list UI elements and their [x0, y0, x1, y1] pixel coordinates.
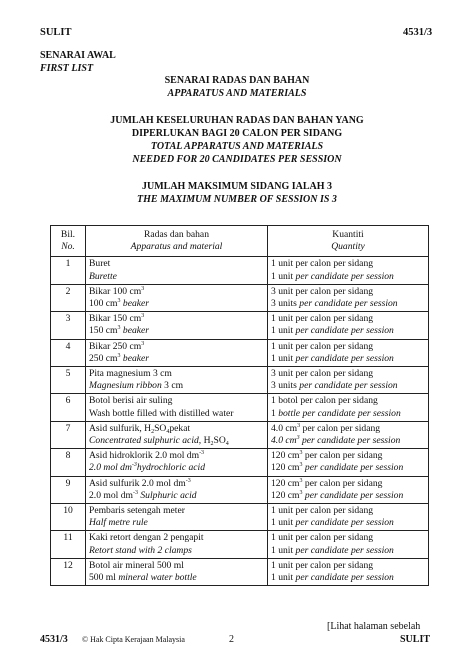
row-quantity	[268, 284, 429, 311]
item-ms-text: Bikar 250 cm	[89, 340, 142, 352]
item-en-name: beaker	[120, 325, 150, 337]
table-row	[51, 312, 429, 339]
row-quantity	[268, 476, 429, 503]
subscript: 2	[210, 441, 214, 448]
subscript: 4	[166, 428, 170, 435]
qty-ms	[271, 450, 425, 462]
item-ms	[89, 313, 264, 325]
max-session-ms: JUMLAH MAKSIMUM SIDANG IALAH 3	[142, 181, 332, 192]
superscript: 3	[117, 352, 121, 359]
table-row	[51, 558, 429, 585]
formula-part: H	[201, 435, 211, 447]
qty-en-number: 1	[271, 407, 279, 419]
item-en	[89, 298, 264, 310]
qty-en-number: 1 unit	[271, 572, 296, 584]
footer-right: SULIT	[400, 634, 431, 645]
item-ms-text: Asid sulfurik, H	[89, 422, 152, 434]
item-ms-text: Bikar 150 cm	[89, 313, 142, 325]
total-title-en-1: TOTAL APPARATUS AND MATERIALS	[150, 141, 324, 152]
header-item-en: Apparatus and material	[130, 241, 223, 253]
item-en	[89, 353, 264, 365]
superscript: 3	[299, 489, 303, 496]
qty-en	[271, 298, 425, 310]
row-item	[86, 531, 268, 558]
item-ms: Pita magnesium 3 cm	[89, 368, 172, 380]
title-ms: SENARAI RADAS DAN BAHAN	[164, 75, 310, 86]
table-row	[51, 284, 429, 311]
item-en: Burette	[89, 270, 117, 282]
qty-ms-volume: 120 cm	[271, 477, 300, 489]
row-quantity	[268, 394, 429, 421]
item-en-volume: 150 cm	[89, 325, 118, 337]
row-quantity	[268, 558, 429, 585]
qty-ms-unit: per calon per sidang	[302, 477, 383, 489]
qty-ms: 1 unit per calon per sidang	[271, 505, 374, 517]
qty-ms: 3 unit per calon per sidang	[271, 368, 374, 380]
qty-ms: 1 unit per calon per sidang	[271, 532, 374, 544]
item-en-name: beaker	[120, 352, 150, 364]
row-quantity	[268, 504, 429, 531]
qty-en-unit: per candidate per session	[299, 298, 398, 310]
row-item	[86, 284, 268, 311]
item-ms	[89, 341, 264, 353]
qty-en	[271, 408, 425, 420]
qty-en-volume: 120 cm	[271, 462, 300, 474]
row-item	[86, 504, 268, 531]
superscript: 3	[299, 450, 303, 457]
continue-note: [Lihat halaman sebelah	[327, 621, 421, 632]
qty-en	[271, 271, 425, 283]
superscript: -3	[185, 477, 191, 484]
qty-en-unit: per candidate per session	[295, 325, 394, 337]
superscript: 3	[141, 340, 145, 347]
row-number: 5	[51, 367, 86, 394]
header-right: 4531/3	[403, 27, 433, 38]
row-quantity	[268, 449, 429, 476]
item-en	[89, 572, 264, 584]
formula-part: SO	[154, 422, 167, 434]
row-item	[86, 394, 268, 421]
superscript: 3	[299, 462, 303, 469]
item-en-conc: 2.0 mol dm	[89, 489, 133, 501]
total-title-en-2: NEEDED FOR 20 CANDIDATES PER SESSION	[132, 154, 342, 165]
qty-en	[271, 353, 425, 365]
superscript: 3	[141, 313, 145, 320]
qty-en-unit: per candidate per session	[299, 380, 398, 392]
total-title-ms-2: DIPERLUKAN BAGI 20 CALON PER SIDANG	[131, 128, 343, 139]
table-row	[51, 476, 429, 503]
item-en	[89, 435, 264, 447]
item-ms-suffix: pekat	[169, 422, 191, 434]
item-en: Retort stand with 2 clamps	[89, 544, 192, 556]
item-ms	[89, 478, 264, 490]
qty-ms: 3 unit per calon per sidang	[271, 285, 374, 297]
row-item	[86, 257, 268, 284]
item-ms-text: Asid hidroklorik 2.0 mol dm	[89, 450, 200, 462]
header-no-ms: Bil.	[60, 229, 76, 240]
header-qty-en: Quantity	[331, 241, 365, 253]
qty-ms-volume: 120 cm	[271, 450, 300, 462]
header-qty	[268, 226, 429, 257]
row-item	[86, 312, 268, 339]
qty-ms: 1 unit per calon per sidang	[271, 313, 374, 325]
superscript: 3	[297, 422, 301, 429]
item-ms: Kaki retort dengan 2 pengapit	[89, 532, 204, 544]
item-ms-text: Asid sulfurik 2.0 mol dm	[89, 477, 186, 489]
row-item	[86, 558, 268, 585]
header-item	[86, 226, 268, 257]
row-quantity	[268, 367, 429, 394]
qty-ms-unit: per calon per sidang	[302, 450, 383, 462]
item-en	[89, 490, 264, 502]
qty-en	[271, 545, 425, 557]
item-en-name: Magnesium ribbon	[89, 380, 162, 392]
table-row	[51, 531, 429, 558]
qty-ms	[271, 423, 425, 435]
row-number: 9	[51, 476, 86, 503]
row-number: 3	[51, 312, 86, 339]
superscript: 3	[117, 298, 121, 305]
qty-en	[271, 462, 425, 474]
qty-en	[271, 380, 425, 392]
header-no	[51, 226, 86, 257]
superscript: 3	[117, 325, 121, 332]
row-number: 7	[51, 421, 86, 448]
item-en	[89, 325, 264, 337]
formula-part: SO	[213, 435, 226, 447]
page-number: 2	[229, 634, 234, 645]
item-ms: Pembaris setengah meter	[89, 505, 185, 517]
qty-ms: 1 unit per calon per sidang	[271, 258, 374, 270]
item-en-name: Concentrated sulphuric acid,	[89, 435, 202, 447]
qty-ms: 1 unit per calon per sidang	[271, 340, 374, 352]
item-en-name: beaker	[120, 298, 150, 310]
qty-ms: 1 unit per calon per sidang	[271, 559, 374, 571]
qty-en-unit: per candidate per session	[299, 435, 401, 447]
table-row	[51, 367, 429, 394]
footer-code: 4531/3	[40, 634, 68, 645]
header-item-ms: Radas dan bahan	[143, 229, 209, 240]
qty-en	[271, 572, 425, 584]
qty-ms-unit: per calon per sidang	[300, 422, 381, 434]
item-en	[89, 380, 264, 392]
qty-en-number: 1 unit	[271, 325, 296, 337]
item-en-conc: 2.0 mol dm	[89, 462, 132, 474]
item-ms: Botol air mineral 500 ml	[89, 559, 184, 571]
qty-en-volume: 120 cm	[271, 489, 300, 501]
row-quantity	[268, 339, 429, 366]
item-ms-text: Bikar 100 cm	[89, 285, 142, 297]
table-row	[51, 339, 429, 366]
row-item	[86, 367, 268, 394]
qty-en-number: 1 unit	[271, 544, 296, 556]
qty-ms: 1 botol per calon per sidang	[271, 395, 378, 407]
row-number: 1	[51, 257, 86, 284]
row-quantity	[268, 421, 429, 448]
qty-en-number: 1 unit	[271, 270, 296, 282]
row-item	[86, 476, 268, 503]
qty-ms-volume: 4.0 cm	[271, 422, 298, 434]
header-no-en: No.	[61, 241, 75, 253]
item-en-volume: 500 ml	[89, 572, 119, 584]
row-number: 6	[51, 394, 86, 421]
qty-en	[271, 325, 425, 337]
row-item	[86, 449, 268, 476]
total-title-ms-1: JUMLAH KESELURUHAN RADAS DAN BAHAN YANG	[110, 115, 364, 126]
subscript: 2	[151, 428, 155, 435]
row-number: 11	[51, 531, 86, 558]
item-en-volume: 250 cm	[89, 352, 118, 364]
row-quantity	[268, 257, 429, 284]
qty-en-unit: per candidate per session	[295, 517, 394, 529]
row-number: 4	[51, 339, 86, 366]
subscript: 4	[225, 441, 229, 448]
qty-en-unit: per candidate per session	[302, 489, 404, 501]
item-ms	[89, 450, 264, 462]
qty-en-unit: per candidate per session	[295, 572, 394, 584]
item-en	[89, 462, 264, 474]
qty-en-unit: bottle per candidate per session	[278, 407, 401, 419]
header-qty-ms: Kuantiti	[332, 229, 364, 240]
qty-en	[271, 435, 425, 447]
item-ms: Buret	[89, 258, 111, 270]
row-quantity	[268, 312, 429, 339]
qty-en-number: 3 units	[271, 380, 300, 392]
qty-en-number: 3 units	[271, 298, 300, 310]
list-label-ms: SENARAI AWAL	[40, 50, 116, 61]
table-row	[51, 257, 429, 284]
item-en-name: hydrochloric acid	[136, 462, 206, 474]
item-ms: Botol berisi air suling	[89, 395, 173, 407]
qty-en-unit: per candidate per session	[302, 462, 404, 474]
qty-en	[271, 490, 425, 502]
footer-copyright: © Hak Cipta Kerajaan Malaysia	[82, 635, 185, 644]
table-header-row	[51, 226, 429, 257]
qty-en-volume: 4.0 cm	[271, 435, 297, 447]
superscript: 3	[141, 285, 145, 292]
apparatus-table	[50, 225, 429, 586]
item-ms	[89, 423, 264, 435]
item-en-name: mineral water bottle	[118, 572, 197, 584]
qty-en-unit: per candidate per session	[295, 352, 394, 364]
qty-en-unit: per candidate per session	[295, 544, 394, 556]
table-row	[51, 449, 429, 476]
header-left: SULIT	[40, 27, 72, 38]
row-number: 12	[51, 558, 86, 585]
row-quantity	[268, 531, 429, 558]
item-ms	[89, 286, 264, 298]
table-row	[51, 504, 429, 531]
superscript: -3	[199, 450, 205, 457]
row-number: 2	[51, 284, 86, 311]
superscript: 3	[296, 435, 300, 442]
superscript: -3	[131, 462, 137, 469]
superscript: -3	[132, 489, 138, 496]
row-number: 8	[51, 449, 86, 476]
qty-en-unit: per candidate per session	[295, 270, 394, 282]
superscript: 3	[299, 477, 303, 484]
qty-ms	[271, 478, 425, 490]
title-en: APPARATUS AND MATERIALS	[167, 88, 307, 99]
qty-en-number: 1 unit	[271, 517, 296, 529]
table-row	[51, 394, 429, 421]
item-en-name: Sulphuric acid	[137, 489, 197, 501]
item-en: Wash bottle filled with distilled water	[89, 407, 234, 419]
row-number: 10	[51, 504, 86, 531]
qty-en-number: 1 unit	[271, 352, 296, 364]
max-session-en: THE MAXIMUM NUMBER OF SESSION IS 3	[137, 194, 337, 205]
item-en-volume: 100 cm	[89, 298, 118, 310]
row-item	[86, 339, 268, 366]
table-row	[51, 421, 429, 448]
list-label-en: FIRST LIST	[40, 63, 94, 74]
qty-en	[271, 517, 425, 529]
item-en: Half metre rule	[89, 517, 148, 529]
row-item	[86, 421, 268, 448]
item-en-length: 3 cm	[161, 380, 184, 392]
